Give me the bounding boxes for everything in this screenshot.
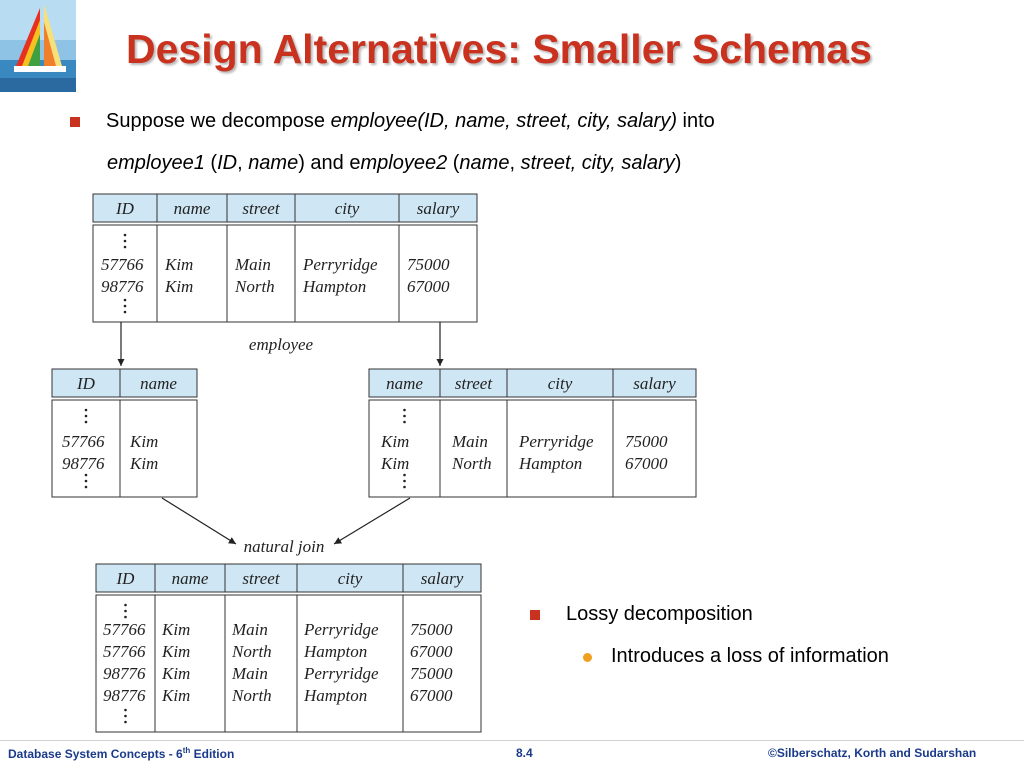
- table-cell: Kim: [381, 454, 410, 473]
- table-cell: Hampton: [303, 277, 367, 296]
- table-cell: Perryridge: [304, 664, 379, 683]
- intro-text: Suppose we decompose: [106, 110, 331, 132]
- employee2-name: mployee2: [360, 152, 448, 174]
- employee1-name: employee1: [107, 152, 205, 174]
- ellipsis-dot: [85, 480, 88, 483]
- ellipsis-dot: [124, 234, 127, 237]
- footer-divider: [0, 740, 1024, 741]
- ellipsis-dot: [85, 474, 88, 477]
- ellipsis-dot: [403, 480, 406, 483]
- table-cell: 67000: [410, 686, 453, 705]
- table-cell: 67000: [625, 454, 668, 473]
- table-cell: 98776: [103, 664, 146, 683]
- column-header: ID: [116, 199, 134, 218]
- column-header: name: [140, 374, 177, 393]
- ellipsis-dot: [85, 486, 88, 489]
- column-header: name: [386, 374, 423, 393]
- column-header: salary: [416, 199, 460, 218]
- table-cell: Hampton: [519, 454, 583, 473]
- employee-schema: employee(ID, name, street, city, salary): [330, 110, 677, 132]
- ellipsis-dot: [124, 604, 127, 607]
- table-cell: Main: [232, 664, 268, 683]
- employee-table: [93, 194, 477, 322]
- employee1-table: [52, 369, 197, 497]
- ellipsis-dot: [85, 409, 88, 412]
- table-cell: Hampton: [304, 642, 368, 661]
- column-header: salary: [420, 569, 464, 588]
- table-cell: Hampton: [304, 686, 368, 705]
- table-cell: Kim: [165, 255, 194, 274]
- column-header: city: [547, 374, 573, 393]
- table-cell: 67000: [410, 642, 453, 661]
- footer-text: Database System Concepts - 6: [8, 747, 183, 761]
- employee2-table: [369, 369, 696, 497]
- table-cell: 75000: [407, 255, 450, 274]
- table-cell: 57766: [103, 642, 146, 661]
- ellipsis-dot: [403, 409, 406, 412]
- ellipsis-dot: [124, 299, 127, 302]
- table-cell: 98776: [103, 686, 146, 705]
- slide-title: Design Alternatives: Smaller Schemas: [126, 26, 872, 72]
- ellipsis-dot: [403, 474, 406, 477]
- ellipsis-dot: [403, 415, 406, 418]
- table-cell: North: [232, 642, 272, 661]
- intro-text: into: [677, 110, 715, 132]
- intro-text: ) and e: [298, 152, 361, 174]
- column-header: name: [173, 199, 211, 218]
- table-cell: 98776: [101, 277, 144, 296]
- table-cell: Kim: [130, 454, 159, 473]
- lossy-sub-bullet: Introduces a loss of information: [611, 645, 889, 667]
- ellipsis-dot: [124, 610, 127, 613]
- column-header: street: [454, 374, 493, 393]
- table-cell: 57766: [101, 255, 144, 274]
- ellipsis-dot: [124, 240, 127, 243]
- table-cell: North: [235, 277, 275, 296]
- footer-book-title: [8, 746, 234, 761]
- column-header: name: [171, 569, 209, 588]
- table-cell: Main: [452, 432, 488, 451]
- intro-text: ,: [237, 152, 249, 174]
- ellipsis-dot: [403, 486, 406, 489]
- table-cell: Perryridge: [303, 255, 378, 274]
- employee-caption: employee: [248, 335, 314, 354]
- table-cell: North: [232, 686, 272, 705]
- attr-list: street, city, salary: [520, 152, 675, 174]
- column-header: city: [337, 569, 363, 588]
- table-cell: Kim: [162, 642, 191, 661]
- join-result-table: [96, 564, 481, 732]
- table-cell: Kim: [381, 432, 410, 451]
- ellipsis-dot: [124, 715, 127, 718]
- ellipsis-dot: [85, 421, 88, 424]
- ellipsis-dot: [124, 616, 127, 619]
- ellipsis-dot: [124, 305, 127, 308]
- lossy-bullet: Lossy decomposition: [566, 603, 753, 625]
- ellipsis-dot: [85, 415, 88, 418]
- footer-text: Edition: [190, 747, 235, 761]
- table-cell: Perryridge: [519, 432, 594, 451]
- arrow-left-join: [162, 498, 236, 544]
- table-cell: 75000: [625, 432, 668, 451]
- arrow-right-join: [334, 498, 410, 544]
- table-cell: 98776: [62, 454, 105, 473]
- column-header: ID: [77, 374, 95, 393]
- bullet-square-icon: [530, 610, 540, 620]
- intro-text: ): [674, 152, 682, 174]
- table-cell: Kim: [162, 620, 191, 639]
- column-header: street: [242, 569, 280, 588]
- table-cell: Kim: [162, 664, 191, 683]
- attr-id: ID: [217, 152, 238, 174]
- table-cell: 67000: [407, 277, 450, 296]
- intro-text: (: [447, 152, 460, 174]
- table-cell: North: [452, 454, 492, 473]
- attr-name: name: [459, 152, 510, 174]
- table-cell: Perryridge: [304, 620, 379, 639]
- intro-text: ,: [509, 152, 521, 174]
- footer-slide-number: 8.4: [516, 746, 533, 760]
- column-header: street: [242, 199, 280, 218]
- table-cell: 57766: [103, 620, 146, 639]
- attr-name: name: [248, 152, 299, 174]
- footer-sup: th: [182, 746, 191, 755]
- table-cell: 75000: [410, 620, 453, 639]
- ellipsis-dot: [124, 721, 127, 724]
- ellipsis-dot: [124, 311, 127, 314]
- table-cell: Kim: [162, 686, 191, 705]
- natural-join-label: natural join: [243, 537, 325, 556]
- table-cell: 57766: [62, 432, 105, 451]
- ellipsis-dot: [124, 246, 127, 249]
- table-cell: 75000: [410, 664, 453, 683]
- table-cell: Main: [232, 620, 268, 639]
- column-header: ID: [116, 569, 135, 588]
- bullet-dot-icon: [583, 653, 592, 662]
- column-header: city: [334, 199, 360, 218]
- ellipsis-dot: [403, 421, 406, 424]
- footer-copyright: ©Silberschatz, Korth and Sudarshan: [768, 746, 977, 760]
- ellipsis-dot: [124, 709, 127, 712]
- table-cell: Kim: [130, 432, 159, 451]
- intro-text: (: [204, 152, 218, 174]
- column-header: salary: [633, 374, 676, 393]
- table-cell: Main: [235, 255, 271, 274]
- table-cell: Kim: [165, 277, 194, 296]
